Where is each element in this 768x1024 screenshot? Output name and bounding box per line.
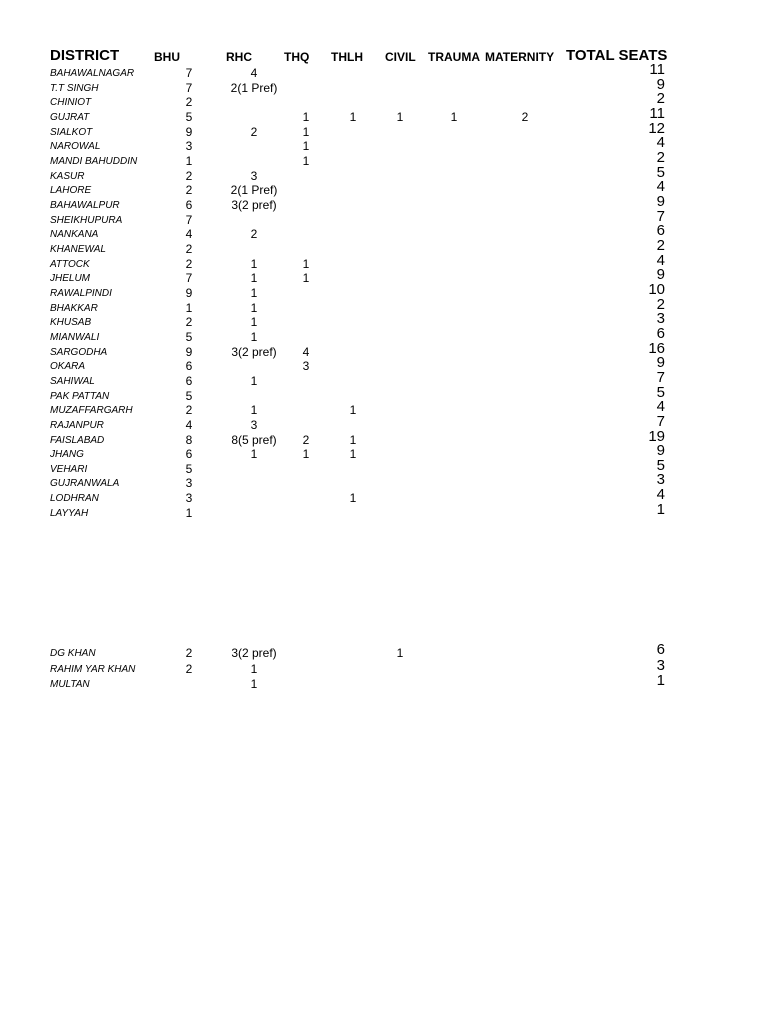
- district-name: BAHAWALPUR: [50, 199, 120, 211]
- bhu-cell: 2: [185, 646, 193, 660]
- thq-cell: 1: [302, 153, 310, 168]
- bhu-cell: 2: [185, 168, 193, 183]
- rhc-cell: 1: [250, 285, 258, 300]
- bhu-cell: 3: [185, 476, 193, 491]
- bhu-cell: 6: [185, 359, 193, 374]
- total-seats-cell: 4: [656, 398, 665, 416]
- rhc-cell: 3: [250, 168, 258, 183]
- bhu-cell: 2: [185, 95, 193, 110]
- total-seats-cell: 6: [656, 324, 665, 342]
- thq-cell: 1: [302, 124, 310, 139]
- district-name: SHEIKHUPURA: [50, 214, 123, 226]
- district-name: T.T SINGH: [50, 82, 99, 94]
- bhu-cell: 7: [185, 80, 193, 95]
- district-name: DG KHAN: [50, 648, 96, 659]
- total-seats-cell: 1: [656, 672, 665, 689]
- total-seats-cell: 9: [656, 354, 665, 372]
- total-seats-cell: 4: [656, 251, 665, 269]
- header-bhu: BHU: [154, 50, 180, 64]
- bhu-cell: 5: [185, 461, 193, 476]
- district-name: BAHAWALNAGAR: [50, 68, 135, 79]
- bhu-cell: 3: [185, 139, 193, 154]
- table-row: [0, 442, 768, 462]
- thq-cell: 1: [302, 109, 310, 124]
- district-name: MUZAFFARGARH: [50, 405, 133, 417]
- district-name: ATTOCK: [50, 258, 90, 270]
- maternity-cell: 2: [521, 109, 529, 124]
- total-seats-cell: 10: [648, 280, 665, 298]
- rhc-cell: 2: [250, 124, 258, 139]
- table-row: [0, 222, 768, 242]
- table-row: [0, 207, 768, 228]
- bhu-cell: 1: [185, 300, 193, 315]
- bhu-cell: 6: [185, 373, 193, 388]
- thlh-cell: 1: [349, 432, 357, 447]
- district-name: BHAKKAR: [50, 302, 98, 314]
- bhu-cell: 2: [185, 256, 193, 271]
- district-name: SARGODHA: [50, 346, 108, 358]
- thq-cell: 1: [302, 271, 310, 286]
- total-seats-cell: 7: [656, 412, 665, 430]
- total-seats-cell: 2: [656, 236, 665, 254]
- district-name: SAHIWAL: [50, 375, 95, 387]
- district-name: MANDI BAHUDDIN: [50, 155, 138, 167]
- bhu-cell: 9: [185, 285, 193, 300]
- thq-cell: 2: [302, 432, 310, 447]
- total-seats-cell: 19: [648, 427, 665, 445]
- table-row: [0, 163, 768, 184]
- bhu-cell: 5: [185, 109, 193, 124]
- thlh-cell: 1: [349, 491, 357, 506]
- total-seats-cell: 16: [648, 339, 665, 357]
- total-seats-cell: 4: [656, 134, 665, 152]
- total-seats-cell: 5: [656, 456, 665, 474]
- bhu-cell: 4: [185, 227, 193, 242]
- table-row: [0, 486, 768, 506]
- district-name: JHELUM: [50, 273, 91, 285]
- total-seats-cell: 9: [656, 442, 665, 460]
- rhc-cell: 4: [250, 66, 258, 80]
- table-row: [0, 656, 768, 677]
- table-row: [0, 251, 768, 272]
- bhu-cell: 1: [185, 505, 193, 520]
- total-seats-cell: 6: [656, 222, 665, 240]
- rhc-cell: 1: [250, 300, 258, 315]
- total-seats-cell: 5: [656, 383, 665, 401]
- bhu-cell: 7: [185, 66, 193, 80]
- header-district: DISTRICT: [50, 47, 120, 64]
- header-maternity: MATERNITY: [485, 50, 555, 64]
- table-row: [0, 354, 768, 374]
- thq-cell: 1: [302, 256, 310, 271]
- header-rhc: RHC: [226, 50, 252, 64]
- header-thlh: THLH: [331, 50, 363, 64]
- table-row: [0, 192, 768, 213]
- bhu-cell: 6: [185, 447, 193, 462]
- thq-cell: 1: [302, 139, 310, 154]
- district-name: KHANEWAL: [50, 243, 106, 255]
- header-civil: CIVIL: [385, 50, 416, 64]
- district-name: LODHRAN: [50, 493, 99, 505]
- table-row: [0, 178, 768, 198]
- rhc-cell: 1: [250, 661, 258, 676]
- total-seats-cell: 3: [656, 310, 665, 328]
- district-name: MULTAN: [50, 679, 90, 690]
- district-name: NANKANA: [50, 229, 99, 241]
- district-name: FAISLABAD: [50, 434, 105, 446]
- bhu-cell: 1: [185, 153, 193, 168]
- rhc-cell: 1: [250, 403, 258, 418]
- bhu-cell: 2: [185, 403, 193, 418]
- rhc-cell: 2: [250, 227, 258, 242]
- header-total-seats: TOTAL SEATS: [566, 47, 668, 64]
- table-row: [0, 236, 768, 257]
- total-seats-cell: 5: [656, 163, 665, 181]
- district-name: SIALKOT: [50, 126, 93, 138]
- header-thq: THQ: [284, 50, 310, 64]
- district-name: MIANWALI: [50, 331, 100, 343]
- table-row: [0, 61, 768, 81]
- table-row: [0, 368, 768, 389]
- bhu-cell: 9: [185, 124, 193, 139]
- table-row: [0, 134, 768, 154]
- trauma-cell: 1: [450, 109, 458, 124]
- total-seats-cell: 2: [656, 148, 665, 166]
- bhu-cell: 2: [185, 241, 193, 256]
- district-name: OKARA: [50, 361, 86, 373]
- table-row: [0, 641, 768, 661]
- bhu-cell: 7: [185, 271, 193, 286]
- civil-cell: 1: [396, 109, 404, 124]
- table-row: [0, 280, 768, 301]
- table-row: [0, 383, 768, 404]
- total-seats-cell: 2: [656, 295, 665, 313]
- total-seats-cell: 4: [656, 486, 665, 504]
- district-name: NAROWAL: [50, 141, 101, 153]
- district-name: KASUR: [50, 170, 85, 182]
- rhc-cell: 2(1 Pref): [230, 183, 278, 198]
- bhu-cell: 5: [185, 329, 193, 344]
- total-seats-cell: 11: [649, 104, 665, 122]
- civil-cell: 1: [396, 646, 404, 660]
- rhc-cell: 1: [250, 677, 258, 691]
- table-row: [0, 427, 768, 448]
- district-name: LAHORE: [50, 185, 92, 197]
- table-row: [0, 471, 768, 491]
- table-row: [0, 310, 768, 330]
- total-seats-cell: 4: [656, 178, 665, 196]
- table-row: [0, 339, 768, 360]
- bhu-cell: 7: [185, 212, 193, 227]
- district-name: RAJANPUR: [50, 419, 104, 431]
- table-row: [0, 398, 768, 418]
- total-seats-cell: 11: [649, 61, 665, 78]
- thq-cell: 3: [302, 359, 310, 374]
- table-row: [0, 75, 768, 96]
- district-name: CHINIOT: [50, 97, 92, 109]
- district-name: JHANG: [50, 449, 84, 461]
- bhu-cell: 9: [185, 344, 193, 359]
- total-seats-cell: 12: [648, 119, 665, 137]
- total-seats-cell: 7: [656, 207, 665, 225]
- total-seats-cell: 9: [656, 75, 665, 93]
- total-seats-cell: 6: [656, 641, 665, 658]
- district-name: GUJRAT: [50, 111, 90, 123]
- thlh-cell: 1: [349, 447, 357, 462]
- rhc-cell: 2(1 Pref): [230, 80, 278, 95]
- rhc-cell: 3: [250, 417, 258, 432]
- district-name: PAK PATTAN: [50, 390, 110, 402]
- header-trauma: TRAUMA: [428, 50, 480, 64]
- rhc-cell: 1: [250, 256, 258, 271]
- total-seats-cell: 9: [656, 266, 665, 284]
- total-seats-cell: 2: [656, 90, 665, 108]
- total-seats-cell: 1: [656, 500, 665, 518]
- district-name: RAWALPINDI: [50, 287, 112, 299]
- bhu-cell: 2: [185, 183, 193, 198]
- thlh-cell: 1: [349, 403, 357, 418]
- bhu-cell: 5: [185, 388, 193, 403]
- bhu-cell: 3: [185, 491, 193, 506]
- rhc-cell: 1: [250, 447, 258, 462]
- bhu-cell: 8: [185, 432, 193, 447]
- rhc-cell: 3(2 pref): [231, 344, 277, 359]
- bhu-cell: 4: [185, 417, 193, 432]
- table-row: [0, 500, 768, 521]
- total-seats-cell: 7: [656, 368, 665, 386]
- thq-cell: 1: [302, 447, 310, 462]
- bhu-cell: 6: [185, 197, 193, 212]
- district-name: LAYYAH: [50, 507, 89, 519]
- total-seats-cell: 3: [656, 656, 665, 674]
- rhc-cell: 1: [250, 315, 258, 330]
- district-name: VEHARI: [50, 463, 88, 475]
- total-seats-cell: 3: [656, 471, 665, 489]
- district-name: KHUSAB: [50, 317, 92, 329]
- thq-cell: 4: [302, 344, 310, 359]
- rhc-cell: 3(2 pref): [231, 197, 277, 212]
- rhc-cell: 8(5 pref): [231, 432, 277, 447]
- rhc-cell: 1: [250, 271, 258, 286]
- table-row: [0, 119, 768, 140]
- bhu-cell: 2: [185, 315, 193, 330]
- thlh-cell: 1: [349, 109, 357, 124]
- district-name: RAHIM YAR KHAN: [50, 663, 136, 675]
- table-row: [0, 672, 768, 692]
- table-row: [0, 456, 768, 477]
- table-row: [0, 148, 768, 169]
- total-seats-cell: 9: [656, 192, 665, 210]
- rhc-cell: 3(2 pref): [231, 646, 277, 660]
- bhu-cell: 2: [185, 661, 193, 676]
- rhc-cell: 1: [250, 329, 258, 344]
- rhc-cell: 1: [250, 373, 258, 388]
- table-row: [0, 295, 768, 316]
- district-name: GUJRANWALA: [50, 478, 120, 490]
